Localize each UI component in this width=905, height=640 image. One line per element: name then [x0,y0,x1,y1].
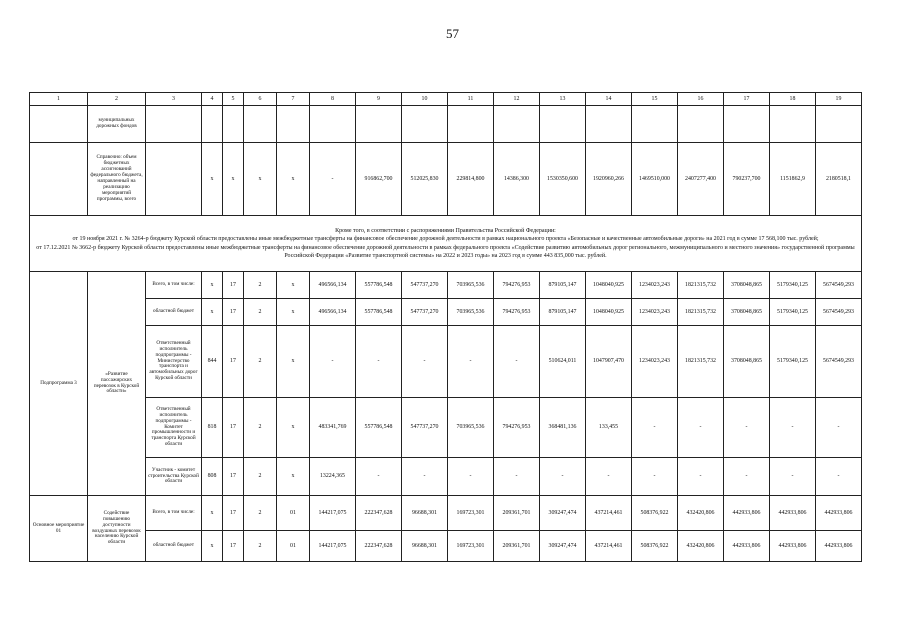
value-cell: 794276,953 [494,398,540,458]
value-cell: 442933,806 [770,496,816,531]
value-cell: 2407277,400 [678,143,724,216]
header-cell: 17 [724,93,770,106]
value-cell: 96688,301 [402,531,448,562]
code-cell: 01 [277,531,310,562]
value-cell: - [448,458,494,496]
value-cell: 309247,474 [540,531,586,562]
value-cell: 442933,806 [724,496,770,531]
value-cell: 879105,147 [540,272,586,299]
header-cell: 11 [448,93,494,106]
value-cell: 794276,953 [494,299,540,326]
header-cell: 3 [146,93,202,106]
code-cell: 17 [223,496,244,531]
value-cell: 557786,548 [356,398,402,458]
note-line-2: от 19 ноября 2021 г. № 3264-р бюджету Курской области предоставлены иные межбюджетные трансферты на финансовое обеспечение дорожной деятельности в рамках национального проекта «Безопасные и качественные автомобильные дороги» на 2021 год в сумме 17 568,100 тыс. рублей; [72,236,819,243]
header-cell: 2 [88,93,146,106]
code-cell: 496566,134 [310,272,356,299]
row-label: Всего, в том числе: [146,272,202,299]
value-cell: 3708048,865 [724,326,770,398]
value-cell: 916862,700 [356,143,402,216]
value-cell: 510624,011 [540,326,586,398]
code-cell: х [277,272,310,299]
code-cell: 808 [202,458,223,496]
value-cell: 2180518,1 [816,143,862,216]
value-cell: 309247,474 [540,496,586,531]
header-cell: 4 [202,93,223,106]
value-cell: 703965,536 [448,299,494,326]
header-cell: 9 [356,93,402,106]
header-cell: 14 [586,93,632,106]
value-cell: 96688,301 [402,496,448,531]
value-cell: 5674549,293 [816,326,862,398]
value-cell: 442933,806 [816,531,862,562]
value-cell: - [632,398,678,458]
value-cell: 1469510,000 [632,143,678,216]
code-cell: - [310,326,356,398]
value-cell: 557786,548 [356,272,402,299]
code-cell: х [277,458,310,496]
value-cell: - [402,326,448,398]
code-cell: 144217,075 [310,531,356,562]
value-cell: 222347,628 [356,531,402,562]
header-cell: 13 [540,93,586,106]
value-cell: - [724,458,770,496]
value-cell: 512025,830 [402,143,448,216]
value-cell: 547737,270 [402,299,448,326]
code-cell: 144217,075 [310,496,356,531]
value-cell: 547737,270 [402,398,448,458]
value-cell: 1530350,600 [540,143,586,216]
note-line-1: Кроме того, в соответствии с распоряжениями Правительства Российской Федерации: [335,228,556,235]
code-cell: х [277,299,310,326]
value-cell: 169723,301 [448,496,494,531]
value-cell: 5179340,125 [770,299,816,326]
value-cell: 14386,300 [494,143,540,216]
table-row: Справочно: объем бюджетных ассигнований федерального бюджета, направленный на реализацию мероприятий программы, всего х х х х - 916862,700 512025,830 229814,800 14386,300 1530350,600 1920960,266 1469510,000 2407277,400 790237,700 1151862,9 2180518,1 [30,143,862,216]
value-cell: 703965,536 [448,398,494,458]
value-cell: - [540,458,586,496]
value-cell: - [632,458,678,496]
row-label: Справочно: объем бюджетных ассигнований федерального бюджета, направленный на реализацию мероприятий программы, всего [88,143,146,216]
header-cell: 8 [310,93,356,106]
row-label: Участник - комитет строительства Курской области [146,458,202,496]
value-cell: 209361,701 [494,531,540,562]
code-cell: 2 [244,272,277,299]
code-cell: 2 [244,299,277,326]
value-cell: 442933,806 [816,496,862,531]
code-cell: 2 [244,398,277,458]
code-cell: х [202,531,223,562]
group-label: Подпрограмма 3 [30,272,88,496]
value-cell: - [770,458,816,496]
value-cell: 169723,301 [448,531,494,562]
header-cell: 1 [30,93,88,106]
value-cell: 5674549,293 [816,299,862,326]
row-label: Всего, в том числе: [146,496,202,531]
value-cell: 432420,806 [678,531,724,562]
value-cell: 790237,700 [724,143,770,216]
value-cell: - [448,326,494,398]
value-cell: 1821315,732 [678,299,724,326]
code-cell: х [202,299,223,326]
code-cell: 01 [277,496,310,531]
value-cell: 794276,953 [494,272,540,299]
value-cell: 437214,461 [586,496,632,531]
row-label: областной бюджет [146,531,202,562]
value-cell: - [678,398,724,458]
code-cell: х [277,398,310,458]
header-cell: 18 [770,93,816,106]
table-row [30,398,862,458]
code-cell: 818 [202,398,223,458]
value-cell: 703965,536 [448,272,494,299]
header-cell: 7 [277,93,310,106]
value-cell: 508376,922 [632,531,678,562]
value-cell: 1234023,243 [632,272,678,299]
value-cell: 5674549,293 [816,272,862,299]
table-row [30,299,862,326]
code-cell: 17 [223,531,244,562]
header-cell: 16 [678,93,724,106]
table-row [30,106,862,143]
value-cell: 5179340,125 [770,326,816,398]
table-row [30,531,862,562]
value-cell: 557786,548 [356,299,402,326]
value-cell: 1821315,732 [678,272,724,299]
code-cell: 17 [223,326,244,398]
value-cell: 133,455 [586,398,632,458]
value-cell: 1151862,9 [770,143,816,216]
table-row [30,272,862,299]
row-label: Ответственный исполнитель подпрограммы - Министерство транспорта и автомобильных дорог Курской области [146,326,202,398]
note-cell [30,216,862,272]
header-cell: 15 [632,93,678,106]
value-cell: - [816,458,862,496]
value-cell: 1234023,243 [632,326,678,398]
value-cell: 879105,147 [540,299,586,326]
value-cell: 3708048,865 [724,299,770,326]
code-cell: 17 [223,398,244,458]
code-cell: х [202,496,223,531]
value-cell: - [494,326,540,398]
value-cell: 1234023,243 [632,299,678,326]
value-cell: 432420,806 [678,496,724,531]
value-cell: 437214,461 [586,531,632,562]
header-cell: 19 [816,93,862,106]
code-cell: 2 [244,326,277,398]
value-cell: 209361,701 [494,496,540,531]
value-cell: - [724,398,770,458]
value-cell: 1048040,925 [586,299,632,326]
header-cell: 6 [244,93,277,106]
value-cell: 442933,806 [724,531,770,562]
value-cell: 442933,806 [770,531,816,562]
value-cell: 1821315,732 [678,326,724,398]
value-cell: - [770,398,816,458]
code-cell: 2 [244,531,277,562]
value-cell: 5179340,125 [770,272,816,299]
group-label: Основное мероприятие 01 [30,496,88,562]
group-title: Содействие повышению доступности воздушных перевозок населению Курской области [88,496,146,562]
table-body [30,93,862,562]
value-cell: - [678,458,724,496]
value-cell: - [402,458,448,496]
note-row [30,216,862,272]
group-title: «Развитие пассажирских перевозок в Курской области» [88,272,146,496]
code-cell: 844 [202,326,223,398]
header-row [30,93,862,106]
budget-table [29,92,862,562]
row-label: областной бюджет [146,299,202,326]
value-cell: - [356,326,402,398]
header-cell: 5 [223,93,244,106]
value-cell: 1047907,470 [586,326,632,398]
value-cell: 547737,270 [402,272,448,299]
code-cell: 483341,769 [310,398,356,458]
row-label: муниципальных дорожных фондов [88,106,146,143]
code-cell: 2 [244,496,277,531]
code-cell: 17 [223,272,244,299]
value-cell: 3708048,865 [724,272,770,299]
header-cell: 12 [494,93,540,106]
table-row [30,326,862,398]
row-label: Ответственный исполнитель подпрограммы - Комитет промышленности и транспорта Курской области [146,398,202,458]
table-row [30,496,862,531]
code-cell: х [202,272,223,299]
note-line-3: от 17.12.2021 № 3662-р бюджету Курской области предоставлены иные межбюджетные трансферты на финансовое обеспечение дорожной деятельности в рамках федерального проекта «Содействие развитию автомобильных дорог регионального, межмуниципального и местного значения» государственной программы Российской Федерации «Развитие транспортной системы» на 2022 и 2023 годы» на 2023 год в сумме 443 835,000 тыс. рублей. [36,244,855,259]
code-cell: 13224,365 [310,458,356,496]
value-cell: - [356,458,402,496]
value-cell: 368481,136 [540,398,586,458]
table-row [30,458,862,496]
value-cell: - [494,458,540,496]
header-cell: 10 [402,93,448,106]
code-cell: 2 [244,458,277,496]
value-cell: 508376,922 [632,496,678,531]
value-cell: 222347,628 [356,496,402,531]
code-cell: х [277,326,310,398]
code-cell: 17 [223,299,244,326]
code-cell: 17 [223,458,244,496]
page-number: 57 [446,26,459,41]
value-cell: 1048040,925 [586,272,632,299]
value-cell: - [816,398,862,458]
value-cell: - [586,458,632,496]
value-cell: 1920960,266 [586,143,632,216]
value-cell: 229814,800 [448,143,494,216]
code-cell: 496566,134 [310,299,356,326]
